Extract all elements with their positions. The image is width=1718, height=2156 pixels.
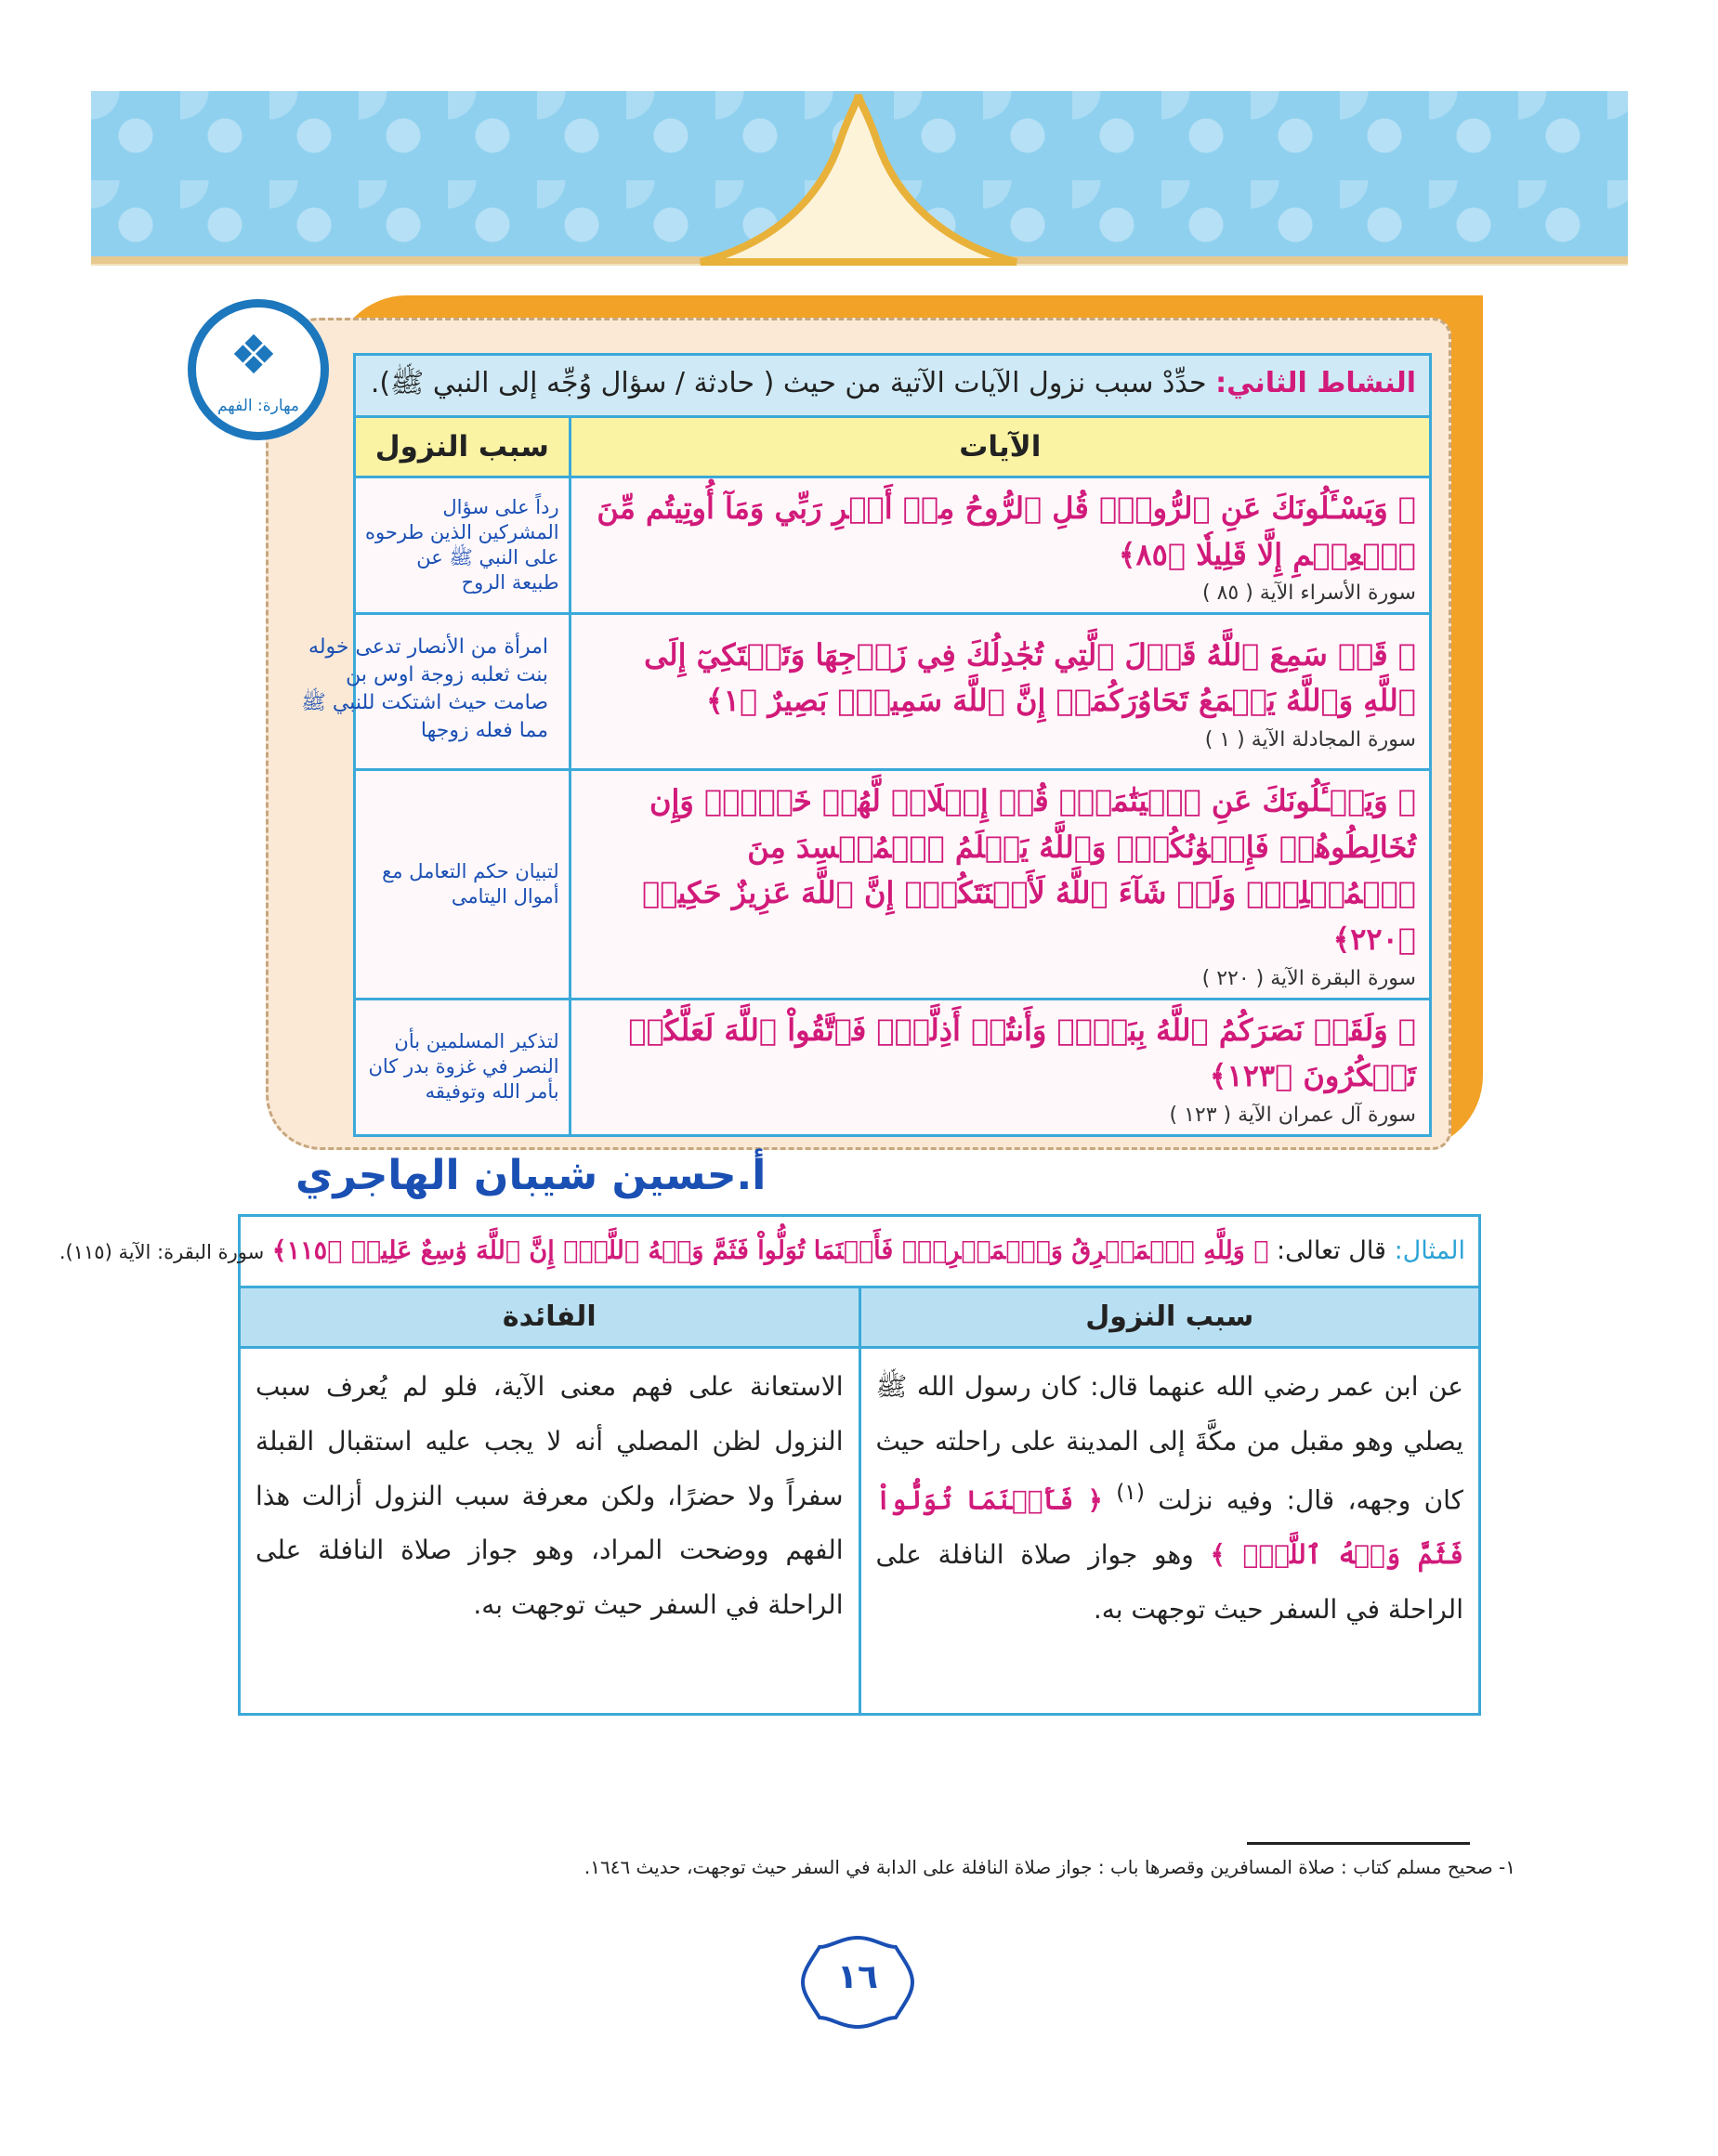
verse-text: ﴿ وَيَسْـَٔلُونَكَ عَنِ ٱلرُّوحِۖ قُلِ ٱلرُّوحُ مِنۡ أَمۡرِ رَبِّي وَمَآ أُوتِيتُم مِّنَ ٱلۡعِلۡمِ إِلَّا قَلِيلٗا ﴿٨٥﴾ [597,490,1416,572]
activity-instruction-text: حدِّدْ سبب نزول الآيات الآتية من حيث ( حادثة / سؤال وُجِّه إلى النبي ﷺ). [370,366,1207,399]
activity-table [353,353,1432,1137]
example-benefit-cell: الاستعانة على فهم معنى الآية، فلو لم يُعرف سبب النزول لظن المصلي أنه لا يجب عليه استقبال القبلة سفراً ولا حضرًا، ولكن معرفة سبب النزول أزالت هذا الفهم ووضحت المراد، وهو جواز صلاة النافلة على الراحلة في السفر حيث توجهت به. [256,1371,844,1621]
example-intro: قال تعالى: [1277,1236,1386,1265]
skill-label: مهارة: الفهم [216,397,300,415]
example-table [59,1214,1481,1716]
table-row [570,477,1430,614]
example-label: المثال: [1394,1236,1465,1265]
table-row [570,999,1430,1135]
column-header-reason: سبب النزول [859,1288,1479,1346]
handwritten-answer-note: امرأة من الأنصار تدعى خوله بنت ثعلبه زوجة اوس بن صامت حيث اشتكت للنبي ﷺ مما فعله زوجها [301,635,548,742]
surah-reference: سورة المجادلة الآية ( ١ ) [1204,727,1416,751]
example-body [241,1349,1478,1716]
footnote-marker: (١) [1116,1478,1145,1505]
page-number: ١٦ [837,1958,878,1996]
reason-text: عن ابن عمر رضي الله عنهما قال: كان رسول الله ﷺ يصلي وهو مقبل من مكَّةَ إلى المدينة على راحلته حيث كان وجهه، قال: وفيه نزلت [875,1371,1463,1515]
activity-label: النشاط الثاني: [1215,366,1416,399]
footnote-divider [1247,1842,1470,1845]
table-row [570,770,1430,999]
reason-cell: رداً على سؤال المشركين الذين طرحوه على النبي ﷺ عن طبيعة الروح [355,477,570,614]
verse-text: ﴿ وَيَسۡـَٔلُونَكَ عَنِ ٱلۡيَتَٰمَىٰۖ قُلۡ إِصۡلَاحٞ لَّهُمۡ خَيۡرٞۖ وَإِن تُخَالِطُوهُمۡ فَإِخۡوَٰنُكُمۡۚ وَٱللَّهُ يَعۡلَمُ ٱلۡمُفۡسِدَ مِنَ ٱلۡمُصۡلِحِۚ وَلَوۡ شَآءَ ٱللَّهُ لَأَعۡنَتَكُمۡۚ إِنَّ ٱللَّهَ عَزِيزٌ حَكِيمٞ ﴿٢٢٠﴾ [642,783,1416,957]
verse-text: ﴿ وَلَقَدۡ نَصَرَكُمُ ٱللَّهُ بِبَدۡرٖ وَأَنتُمۡ أَذِلَّةٞۖ فَٱتَّقُواْ ٱللَّهَ لَعَلَّكُمۡ تَشۡكُرُونَ ﴿١٢٣﴾ [628,1012,1416,1094]
example-reason-cell [859,1349,1479,1716]
example-reference: سورة البقرة: الآية (١١٥). [59,1241,265,1263]
activity-instruction [355,355,1431,417]
surah-reference: سورة آل عمران الآية ( ١٢٣ ) [1169,1103,1416,1127]
verse-text: ﴿ قَدۡ سَمِعَ ٱللَّهُ قَوۡلَ ٱلَّتِي تُجَٰدِلُكَ فِي زَوۡجِهَا وَتَشۡتَكِيٓ إِلَى ٱللَّهِ وَٱللَّهُ يَسۡمَعُ تَحَاوُرَكُمَآۚ إِنَّ ٱللَّهَ سَمِيعُۢ بَصِيرٌ ﴿١﴾ [644,636,1416,719]
table-row [570,614,1430,770]
reason-verse: ﴿ فَأَيۡنَمَا تُوَلُّواْ فَثَمَّ وَجۡهُ ٱللَّهِۚ ﴾ [875,1483,1463,1570]
example-column-headers [241,1288,1478,1349]
example-header [59,1217,1478,1288]
example-verse: ﴿ وَلِلَّهِ ٱلۡمَشۡرِقُ وَٱلۡمَغۡرِبُۚ فَأَيۡنَمَا تُوَلُّواْ فَثَمَّ وَجۡهُ ٱللَّهِۚ إِنَّ ٱللَّهَ وَٰسِعٌ عَلِيمٞ ﴿١١٥﴾ [271,1236,1269,1265]
reason-text-end: وهو جواز صلاة النافلة على الراحلة في السفر حيث توجهت به. [875,1538,1463,1625]
footnote: ١- صحيح مسلم كتاب : صلاة المسافرين وقصرها باب : جواز صلاة النافلة على الدابة في السفر حيث توجهت، حديث ١٦٤٦. [584,1856,1515,1878]
reason-cell: لتبيان حكم التعامل مع أموال اليتامى [355,770,570,999]
reason-cell: لتذكير المسلمين بأن النصر في غزوة بدر كان بأمر الله وتوفيقه [355,999,570,1135]
skill-badge [188,299,329,440]
surah-reference: سورة البقرة الآية ( ٢٢٠ ) [1201,966,1416,990]
column-header-benefit: الفائدة [502,1300,597,1333]
column-header-reason: سبب النزول [355,417,570,477]
author-name: أ.حسين شيبان الهاجري [295,1152,767,1199]
surah-reference: سورة الأسراء الآية ( ٨٥ ) [1202,581,1416,606]
brain-icon: ❖ [230,323,278,386]
header-arch-ornament [691,85,1026,271]
column-header-verses: الآيات [570,417,1430,477]
